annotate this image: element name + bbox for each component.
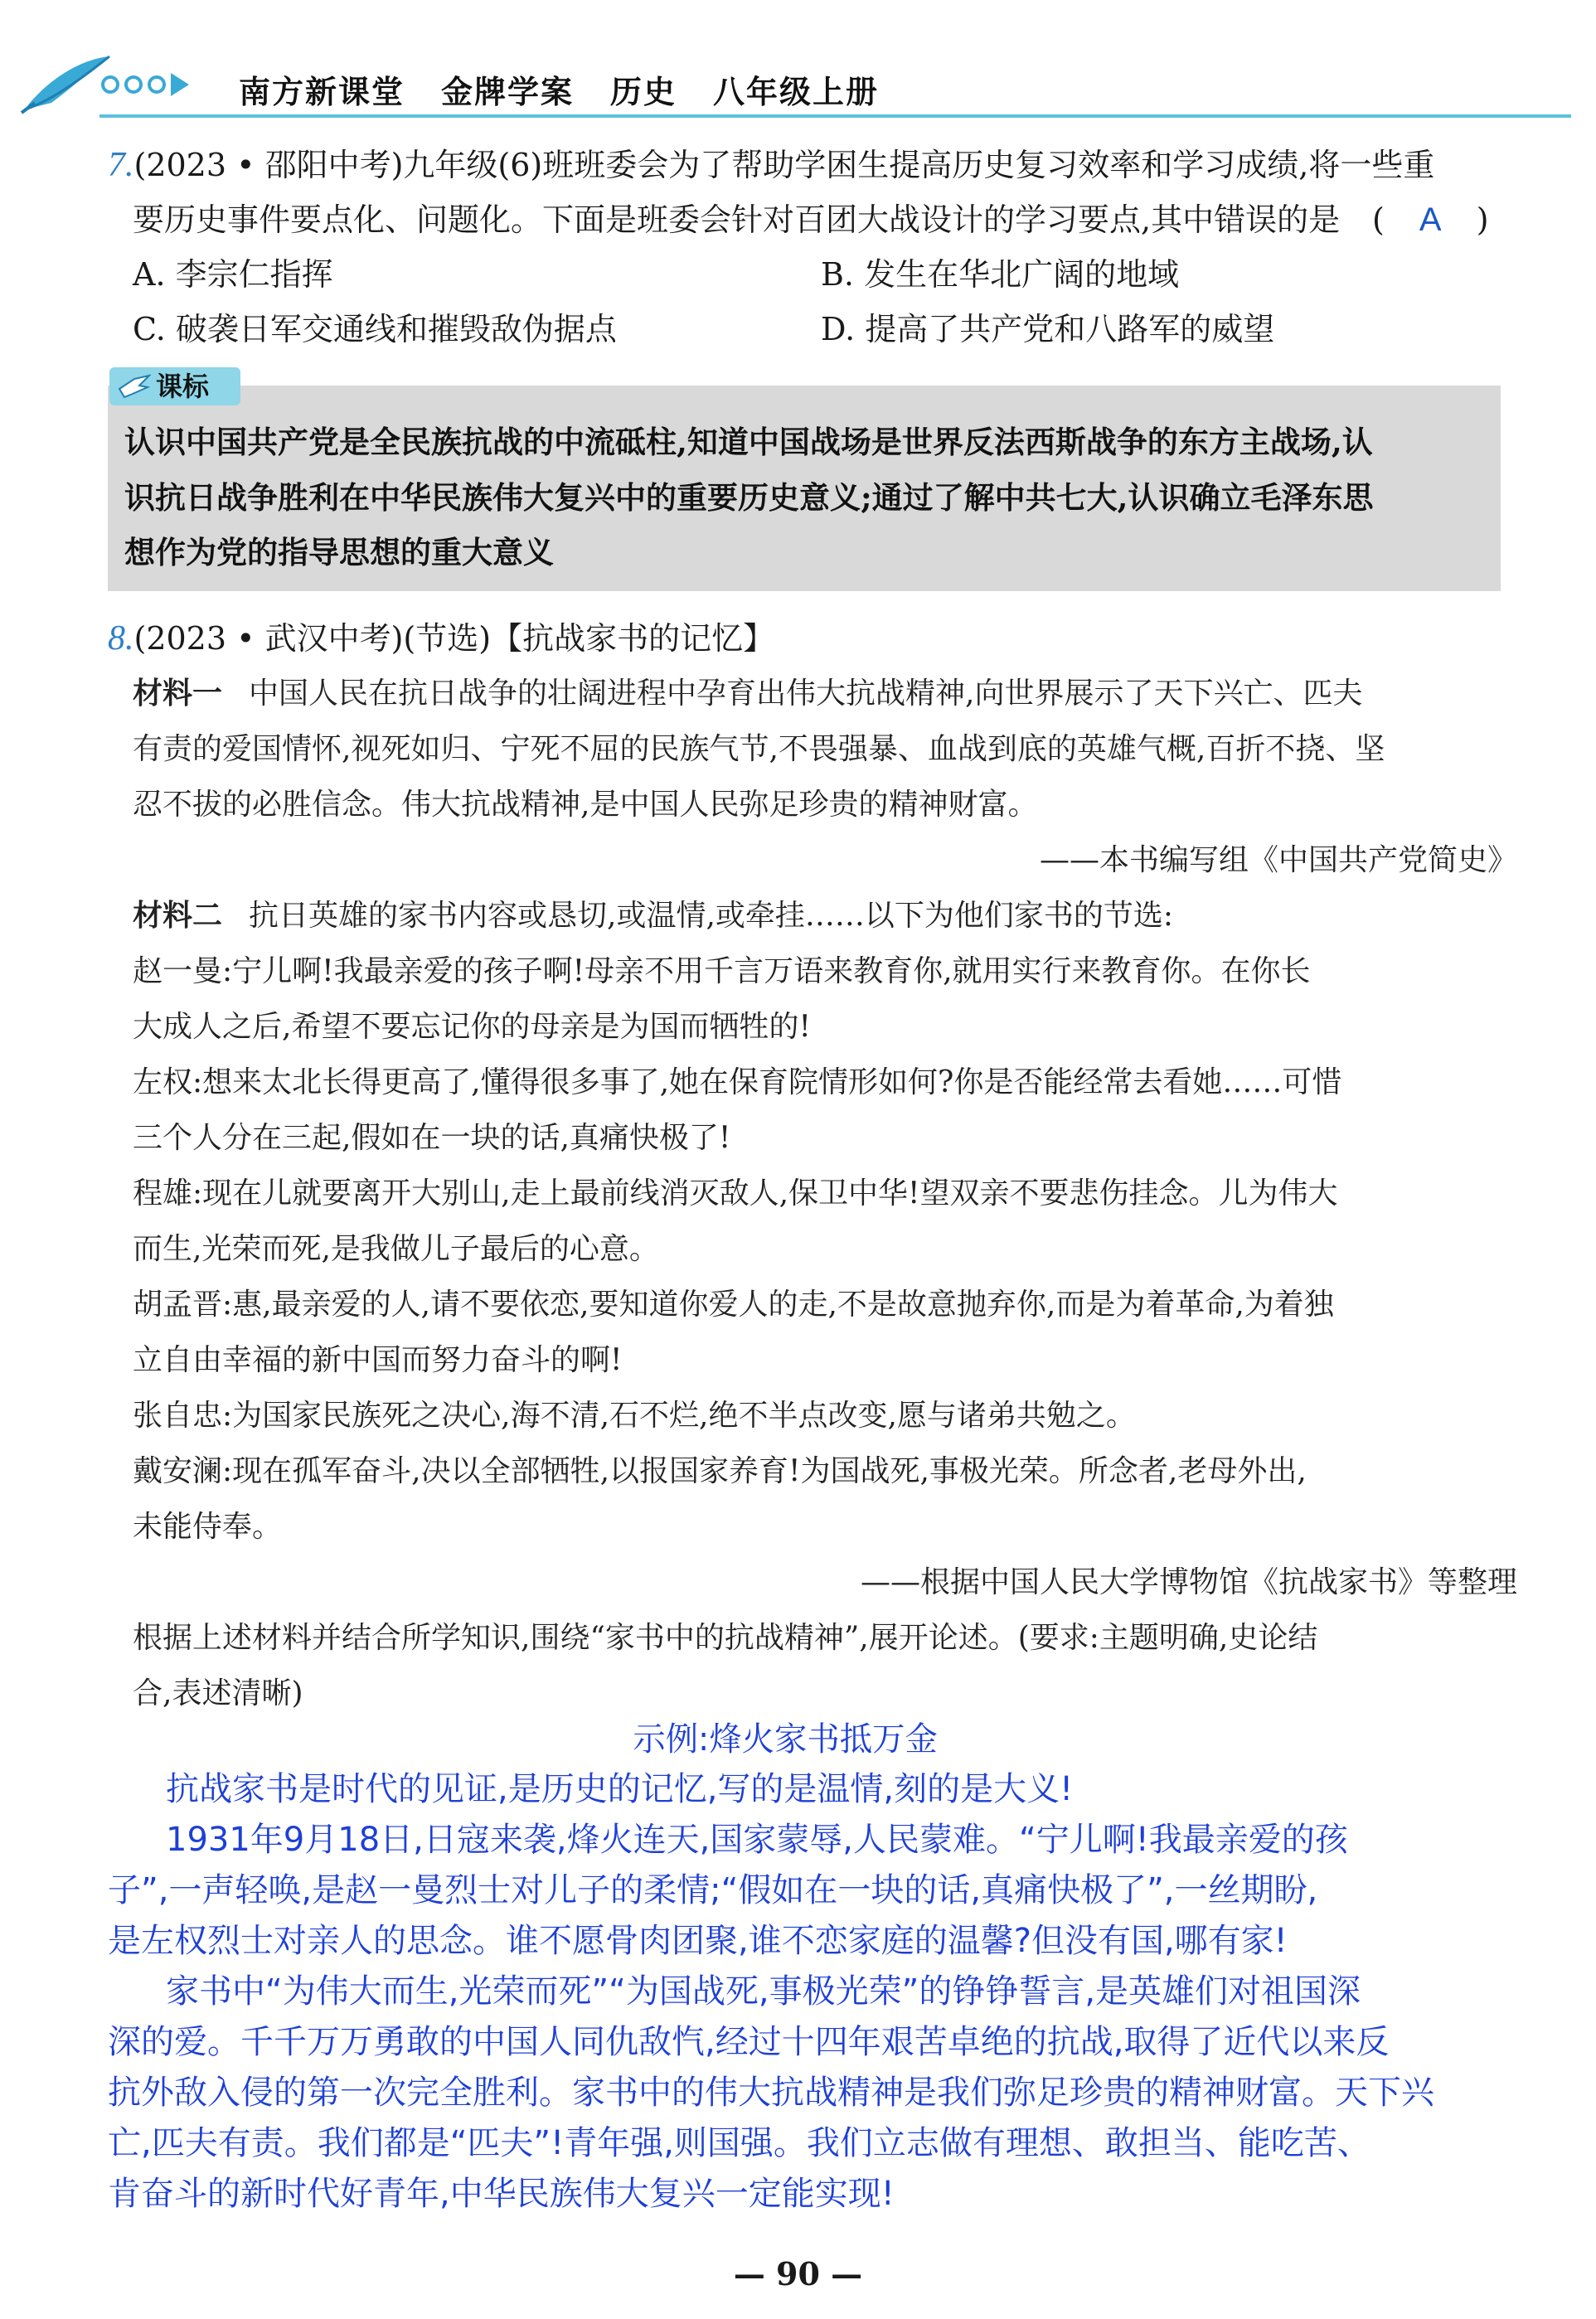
letter-line: 戴安澜:现在孤军奋斗,决以全部牺牲,以报国家养育!为国战死,事极光荣。所念者,老母外出, [133, 1454, 1307, 1488]
circle-icon [124, 75, 143, 94]
circle-icon [148, 75, 166, 94]
header-dots [101, 73, 189, 96]
page-number: — 90 — [733, 2255, 863, 2292]
letter-line: 三个人分在三起,假如在一块的话,真痛快极了! [133, 1121, 731, 1155]
q8-title-line [108, 611, 774, 666]
curriculum-line3: 想作为党的指导思想的重大意义 [124, 534, 554, 570]
letter-line: 大成人之后,希望不要忘记你的母亲是为国而牺牲的! [133, 1010, 811, 1044]
letter-line: 立自由幸福的新中国而努力奋斗的啊! [133, 1343, 623, 1377]
letter-line: 左权:想来太北长得更高了,懂得很多事了,她在保育院情形如何?你是否能经常去看她……可惜 [133, 1065, 1342, 1099]
letter-line: 赵一曼:宁儿啊!我最亲爱的孩子啊!母亲不用千言万语来教育你,就用实行来教育你。在你长 [133, 954, 1311, 988]
material1-line2: 有责的爱国情怀,视死如归、宁死不屈的民族气节,不畏强暴、血战到底的英雄气概,百折不挠、坚 [133, 732, 1385, 766]
essay-line: 深的爱。千千万万勇敢的中国人同仇敌忾,经过十四年艰苦卓绝的抗战,取得了近代以来反 [108, 2023, 1390, 2061]
header-subject: 历史 [610, 74, 677, 110]
essay-title: 示例:烽火家书抵万金 [633, 1720, 938, 1759]
letter-line: 胡孟晋:惠,最亲爱的人,请不要依恋,要知道你爱人的走,不是故意抛弃你,而是为着革命,为着独 [133, 1288, 1334, 1322]
essay-line: 是左权烈士对亲人的思念。谁不愿骨肉团聚,谁不恋家庭的温馨?但没有国,哪有家! [108, 1922, 1288, 1960]
header-divider [99, 114, 1571, 118]
essay-line: 肯奋斗的新时代好青年,中华民族伟大复兴一定能实现! [108, 2175, 895, 2213]
q7-option-a: A. 李宗仁指挥 [133, 256, 333, 293]
essay-line: 抗外敌入侵的第一次完全胜利。家书中的伟大抗战精神是我们弥足珍贵的精神财富。天下兴 [108, 2074, 1434, 2112]
q7-number: 7. [108, 146, 134, 184]
q8-prompt-line2: 合,表述清晰) [133, 1676, 303, 1710]
q7-stem-1: (2023 • 邵阳中考)九年级(6)班班委会为了帮助学困生提高历史复习效率和学习成绩,将一些重 [133, 147, 1435, 183]
play-arrow-icon [171, 73, 189, 96]
material1-line1: 材料一 中国人民在抗日战争的壮阔进程中孕育出伟大抗战精神,向世界展示了天下兴亡、匹夫 [133, 677, 1363, 711]
essay-line: 家书中“为伟大而生,光荣而死”“为国战死,事极光荣”的铮铮誓言,是英雄们对祖国深 [166, 1972, 1361, 2011]
page-header [0, 0, 1596, 124]
material1-label: 材料一 [133, 677, 223, 711]
curriculum-line1: 认识中国共产党是全民族抗战的中流砥柱,知道中国战场是世界反法西斯战争的东方主战场,认 [124, 424, 1373, 460]
circle-icon [101, 75, 119, 94]
q7-stem-2: 要历史事件要点化、问题化。下面是班委会针对百团大战设计的学习要点,其中错误的是 [133, 201, 1341, 238]
header-grade: 八年级上册 [713, 74, 880, 110]
letter-line: 而生,光荣而死,是我做儿子最后的心意。 [133, 1232, 659, 1266]
essay-line: 子”,一声轻唤,是赵一曼烈士对儿子的柔情;“假如在一块的话,真痛快极了”,一丝期盼, [108, 1871, 1318, 1909]
header-series: 南方新课堂 [239, 74, 405, 110]
q8-number: 8. [108, 619, 134, 657]
essay-line: 1931年9月18日,日寇来袭,烽火连天,国家蒙辱,人民蒙难。“宁儿啊!我最亲爱的孩 [166, 1821, 1348, 1859]
q7-line1 [108, 138, 1434, 192]
material1-line3: 忍不拔的必胜信念。伟大抗战精神,是中国人民弥足珍贵的精神财富。 [133, 788, 1038, 822]
header-title [239, 66, 915, 112]
q7-option-b: B. 发生在华北广阔的地域 [821, 256, 1180, 293]
curriculum-tag-label: 课标 [156, 371, 210, 402]
q8-title: (2023 • 武汉中考)(节选)【抗战家书的记忆】 [133, 620, 775, 657]
essay-line: 抗战家书是时代的见证,是历史的记忆,写的是温情,刻的是大义! [166, 1770, 1074, 1808]
material2-intro-line: 材料二 抗日英雄的家书内容或恳切,或温情,或牵挂……以下为他们家书的节选: [133, 899, 1174, 933]
essay-line: 亡,匹夫有责。我们都是“匹夫”!青年强,则国强。我们立志做有理想、敢担当、能吃苦、 [108, 2124, 1370, 2162]
header-book: 金牌学案 [441, 74, 575, 110]
letter-line: 程雄:现在儿就要离开大别山,走上最前线消灭敌人,保卫中华!望双亲不要悲伤挂念。儿为伟大 [133, 1176, 1338, 1210]
letter-line: 未能侍奉。 [133, 1510, 283, 1544]
material2-label: 材料二 [133, 899, 223, 933]
curriculum-line2: 识抗日战争胜利在中华民族伟大复兴中的重要历史意义;通过了解中共七大,认识确立毛泽东思 [124, 479, 1374, 516]
q7-option-d: D. 提高了共产党和八路军的威望 [821, 311, 1275, 347]
material2-source: ——根据中国人民大学博物馆《抗战家书》等整理 [860, 1565, 1517, 1599]
bird-icon [118, 372, 151, 400]
material1-source: ——本书编写组《中国共产党简史》 [1039, 843, 1517, 877]
letter-line: 张自忠:为国家民族死之决心,海不清,石不烂,绝不半点改变,愿与诸弟共勉之。 [133, 1399, 1136, 1433]
q8-prompt-line1: 根据上述材料并结合所学知识,围绕“家书中的抗战精神”,展开论述。(要求:主题明确,史论结 [133, 1621, 1318, 1655]
q7-option-c: C. 破袭日军交通线和摧毁敌伪据点 [133, 311, 617, 347]
q7-answer: A [1419, 201, 1442, 238]
q7-answer-bracket: ( A ) [1372, 201, 1489, 238]
q7-line2 [133, 192, 1340, 247]
